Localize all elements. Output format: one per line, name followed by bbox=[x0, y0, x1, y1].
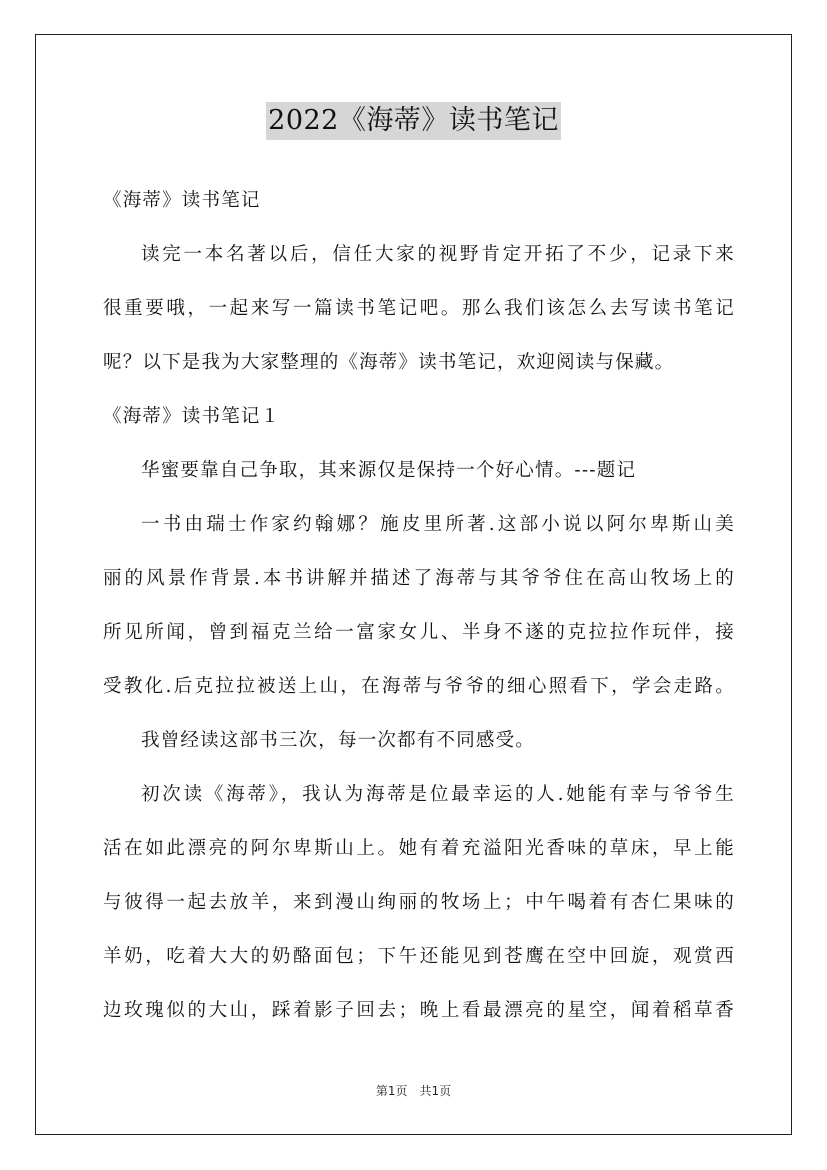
text-line: 羊奶，吃着大大的奶酪面包；下午还能见到苍鹰在空中回旋，观赏西 bbox=[103, 946, 735, 967]
text-line: 《海蒂》读书笔记１ bbox=[103, 406, 281, 427]
text-line: 与彼得一起去放羊，来到漫山绚丽的牧场上；中午喝着有杏仁果味的 bbox=[103, 892, 735, 913]
text-line: 所见所闻，曾到福克兰给一富家女儿、半身不遂的克拉拉作玩伴，接 bbox=[103, 622, 735, 643]
text-line: 读完一本名著以后，信任大家的视野肯定开拓了不少，记录下来 bbox=[141, 244, 735, 265]
text-line: 我曾经读这部书三次，每一次都有不同感受。 bbox=[141, 730, 536, 751]
text-line: 受教化.后克拉拉被送上山，在海蒂与爷爷的细心照看下，学会走路。 bbox=[103, 676, 735, 697]
document-body bbox=[103, 174, 735, 1038]
text-line: 初次读《海蒂》，我认为海蒂是位最幸运的人.她能有幸与爷爷生 bbox=[141, 784, 735, 805]
title-container bbox=[0, 102, 827, 140]
text-line: 《海蒂》读书笔记 bbox=[103, 190, 261, 211]
text-line: 丽的风景作背景.本书讲解并描述了海蒂与其爷爷住在高山牧场上的 bbox=[103, 568, 735, 589]
page-footer: 第1页 共1页 bbox=[375, 1084, 452, 1098]
text-line: 一书由瑞士作家约翰娜？施皮里所著.这部小说以阿尔卑斯山美 bbox=[141, 514, 735, 535]
text-line: 华蜜要靠自己争取，其来源仅是保持一个好心情。---题记 bbox=[141, 460, 637, 481]
text-line: 很重要哦，一起来写一篇读书笔记吧。那么我们该怎么去写读书笔记 bbox=[103, 298, 735, 319]
text-line: 呢？以下是我为大家整理的《海蒂》读书笔记，欢迎阅读与保藏。 bbox=[103, 352, 675, 373]
document-title: 2022《海蒂》读书笔记 bbox=[266, 102, 561, 140]
text-line: 活在如此漂亮的阿尔卑斯山上。她有着充溢阳光香味的草床，早上能 bbox=[103, 838, 735, 859]
text-line: 边玫瑰似的大山，踩着影子回去；晚上看最漂亮的星空，闻着稻草香 bbox=[103, 1000, 735, 1021]
